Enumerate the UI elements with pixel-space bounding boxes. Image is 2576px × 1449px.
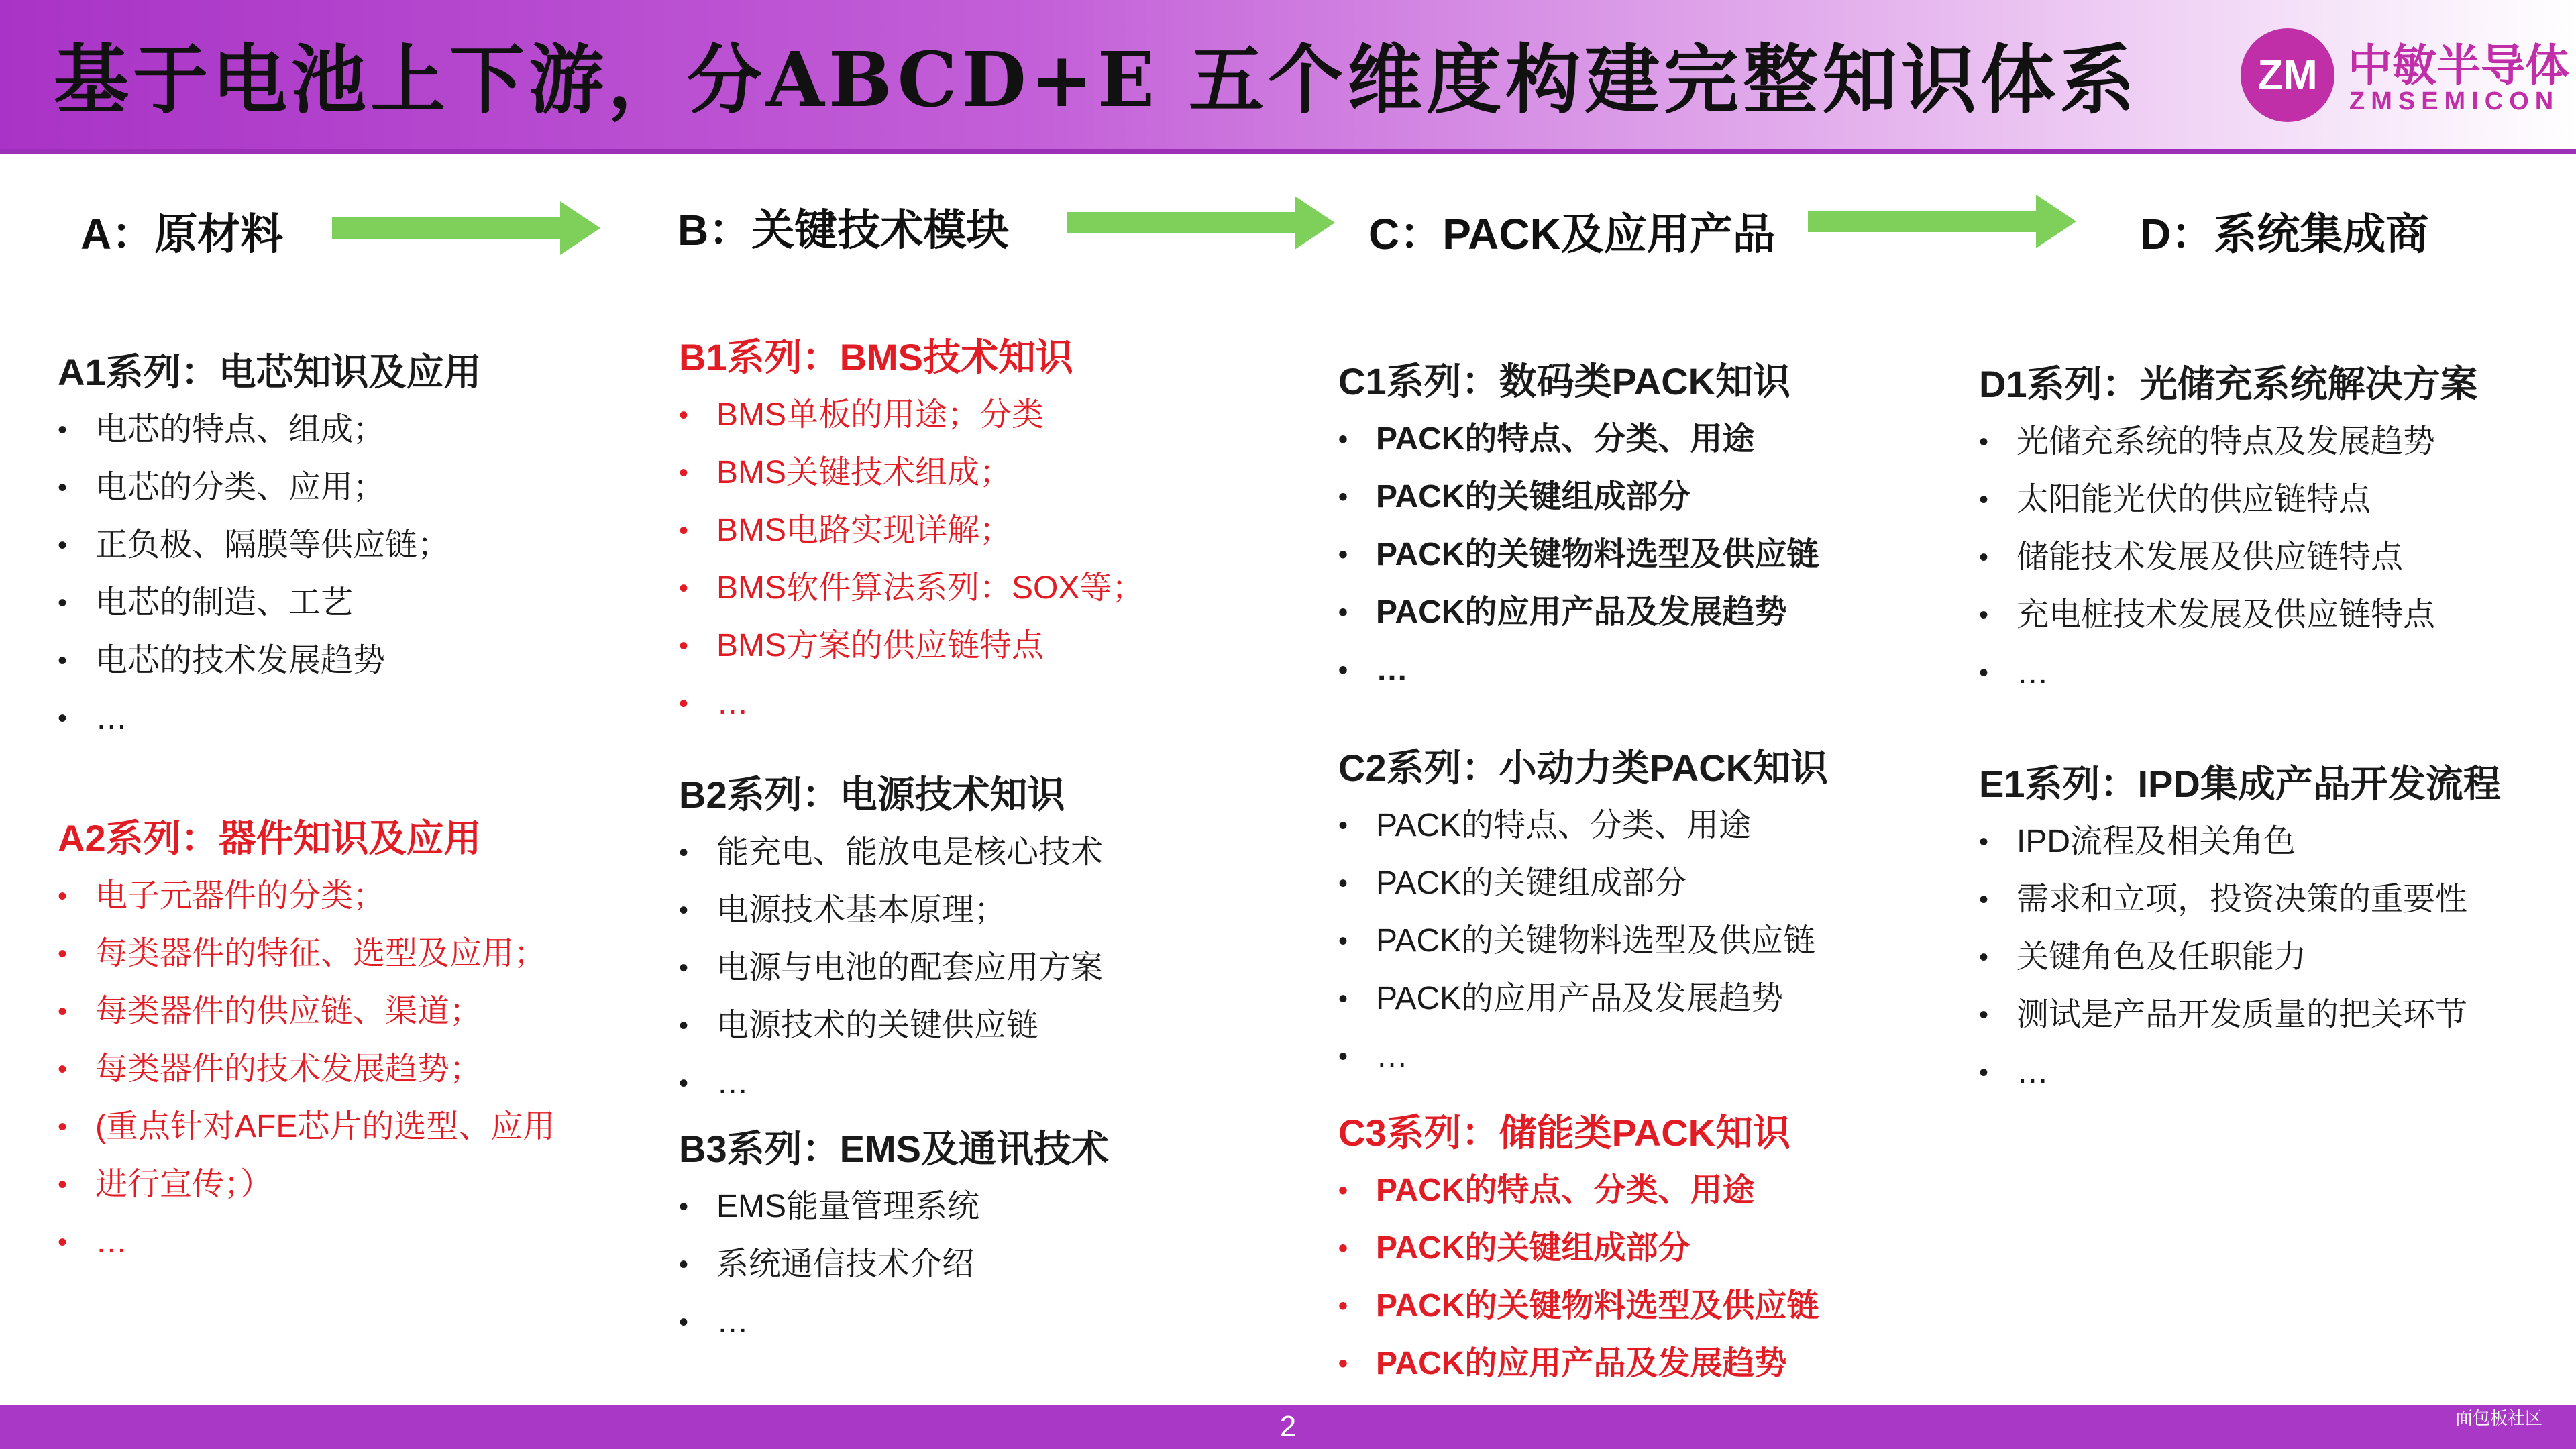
list-item: • PACK的关键组成部分 <box>1338 1220 1819 1277</box>
column-heading-c: C：PACK及应用产品 <box>1368 210 1776 258</box>
section-title: B3系列：EMS及通讯技术 <box>679 1128 1109 1170</box>
section-d1 <box>1979 356 2478 702</box>
continuation-text: 进行宣传；） <box>95 1167 273 1202</box>
section-c3 <box>1338 1104 1819 1393</box>
list-item: • … <box>679 1293 1109 1351</box>
list-item: • EMS能量管理系统 <box>679 1178 1109 1236</box>
column-heading-a: A：原材料 <box>80 210 284 258</box>
list-item: • 太阳能光伏的供应链特点 <box>1979 471 2478 529</box>
list-item: • PACK的关键物料选型及供应链 <box>1338 1277 1819 1335</box>
banner-divider <box>0 149 2576 154</box>
list-item: • PACK的关键组成部分 <box>1338 468 1819 526</box>
list-item: • 测试是产品开发质量的把关环节 <box>1979 986 2501 1044</box>
list-item: • … <box>1979 1044 2501 1102</box>
list-item: • PACK的应用产品及发展趋势 <box>1338 970 1828 1028</box>
list-item: • PACK的应用产品及发展趋势 <box>1338 1335 1819 1393</box>
list-item: • … <box>679 1055 1103 1112</box>
section-title: D1系列：光储充系统解决方案 <box>1979 363 2478 405</box>
section-c2 <box>1338 739 1828 1085</box>
list-item: • PACK的关键组成部分 <box>1338 855 1828 912</box>
item-list <box>679 824 1103 1112</box>
page-number: 2 <box>1279 1410 1297 1443</box>
item-list <box>1338 411 1819 699</box>
list-item: • 储能技术发展及供应链特点 <box>1979 529 2478 586</box>
list-item: • 正负极、隔膜等供应链； <box>58 517 482 574</box>
list-item: • 每类器件的技术发展趋势； <box>58 1040 555 1098</box>
list-item: • … <box>58 690 482 747</box>
section-title: A1系列：电芯知识及应用 <box>58 351 482 393</box>
list-item: • 每类器件的供应链、渠道； <box>58 983 555 1040</box>
list-item: • IPD流程及相关角色 <box>1979 813 2501 871</box>
page-title: 基于电池上下游，分ABCD+E 五个维度构建完整知识体系 <box>54 36 2139 124</box>
list-item: • 系统通信技术介绍 <box>679 1236 1109 1293</box>
list-item: • PACK的应用产品及发展趋势 <box>1338 584 1819 641</box>
section-a1 <box>58 343 482 747</box>
list-item: • … <box>58 1214 555 1271</box>
list-item: • 光储充系统的特点及发展趋势 <box>1979 413 2478 471</box>
section-a2 <box>58 810 555 1271</box>
item-list <box>679 1178 1109 1351</box>
list-item: • 电芯的技术发展趋势 <box>58 632 482 690</box>
list-item: • 电源与电池的配套应用方案 <box>679 939 1103 997</box>
list-item-continuation <box>58 1156 555 1214</box>
column-heading-b: B：关键技术模块 <box>678 206 1010 254</box>
item-list <box>1338 1162 1819 1393</box>
arrow-right-icon <box>1808 195 2080 248</box>
list-item: • … <box>1979 644 2478 702</box>
section-title: A2系列：器件知识及应用 <box>58 817 482 859</box>
arrow-right-icon <box>1067 196 1338 250</box>
section-title: C3系列：储能类PACK知识 <box>1338 1112 1791 1154</box>
watermark: 面包板社区 <box>2455 1408 2543 1428</box>
list-item: • 每类器件的特征、选型及应用； <box>58 925 555 983</box>
list-item: • BMS关键技术组成； <box>679 444 1144 502</box>
list-item: • 需求和立项，投资决策的重要性 <box>1979 871 2501 928</box>
logo-mark-icon <box>2241 28 2334 122</box>
section-title: C1系列：数码类PACK知识 <box>1338 360 1791 402</box>
list-item: • 电芯的分类、应用； <box>58 459 482 517</box>
section-e1 <box>1979 755 2501 1102</box>
item-list <box>58 401 482 747</box>
logo-chinese-name: 中敏半导体 <box>2348 40 2569 90</box>
company-logo <box>2234 27 2569 127</box>
section-title: B2系列：电源技术知识 <box>679 773 1065 816</box>
list-item: • 电源技术的关键供应链 <box>679 997 1103 1055</box>
item-list <box>1979 813 2501 1102</box>
list-item: • BMS电路实现详解； <box>679 502 1144 559</box>
list-item: • 电源技术基本原理； <box>679 881 1103 939</box>
section-b3 <box>679 1120 1109 1351</box>
logo-mark-text: ZM <box>2257 52 2318 99</box>
section-c1 <box>1338 353 1819 699</box>
list-item: • 充电桩技术发展及供应链特点 <box>1979 586 2478 644</box>
list-item: • 关键角色及任职能力 <box>1979 928 2501 986</box>
section-title: B1系列：BMS技术知识 <box>679 336 1074 378</box>
section-b2 <box>679 766 1103 1112</box>
column-heading-d: D：系统集成商 <box>2140 210 2429 258</box>
list-item: • 电芯的特点、组成； <box>58 401 482 459</box>
list-item: • PACK的特点、分类、用途 <box>1338 411 1819 468</box>
list-item: • BMS软件算法系列：SOX等； <box>679 559 1144 617</box>
list-item: • BMS单板的用途；分类 <box>679 386 1144 444</box>
item-list <box>58 867 555 1271</box>
list-item: • BMS方案的供应链特点 <box>679 617 1144 675</box>
item-list <box>679 386 1144 733</box>
list-item: • 电子元器件的分类； <box>58 867 555 925</box>
logo-english-name: ZMSEMICON <box>2349 87 2560 115</box>
list-item: • PACK的关键物料选型及供应链 <box>1338 912 1828 970</box>
list-item: • 能充电、能放电是核心技术 <box>679 824 1103 881</box>
list-item: • PACK的特点、分类、用途 <box>1338 1162 1819 1220</box>
section-title: E1系列：IPD集成产品开发流程 <box>1979 763 2501 805</box>
list-item: • 电芯的制造、工艺 <box>58 574 482 632</box>
item-list <box>1338 797 1828 1085</box>
list-item: • PACK的特点、分类、用途 <box>1338 797 1828 855</box>
list-item: • PACK的关键物料选型及供应链 <box>1338 526 1819 584</box>
list-item: • … <box>679 675 1144 733</box>
list-item: • (重点针对AFE芯片的选型、应用 <box>58 1098 555 1156</box>
section-title: C2系列：小动力类PACK知识 <box>1338 747 1829 789</box>
list-item: • … <box>1338 1028 1828 1085</box>
section-b1 <box>679 329 1144 733</box>
item-list <box>1979 413 2478 702</box>
arrow-right-icon <box>332 201 604 255</box>
list-item: • … <box>1338 641 1819 699</box>
